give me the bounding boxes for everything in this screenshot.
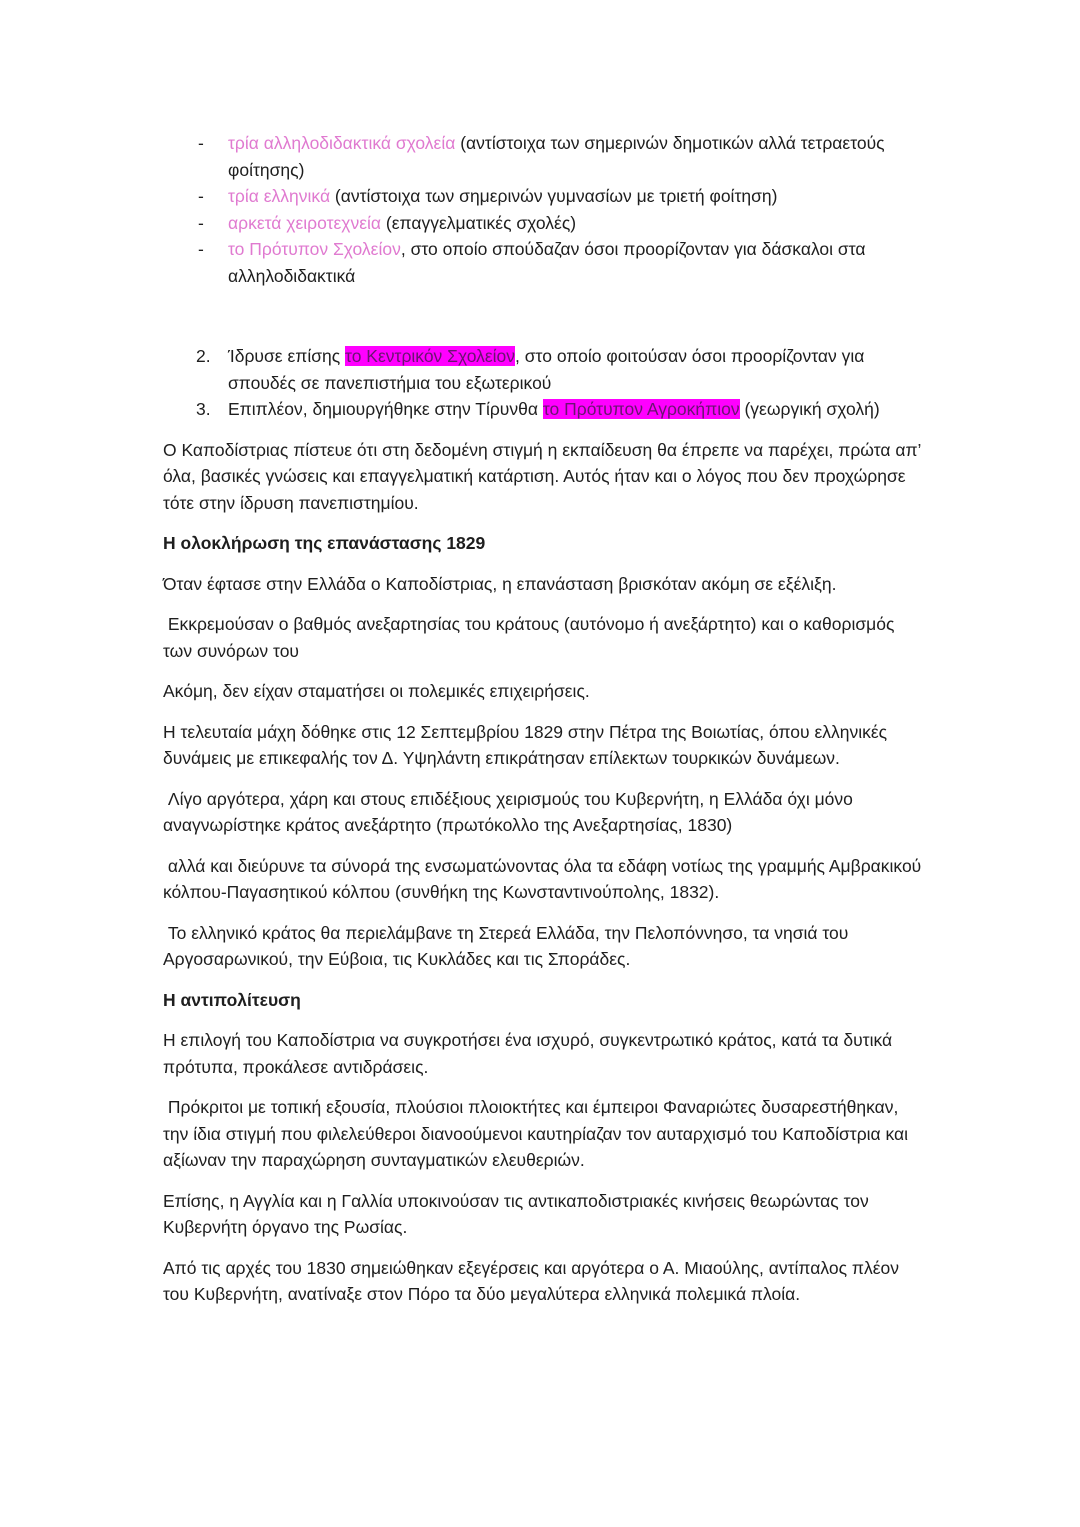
list-item — [163, 236, 923, 289]
pink-term: τρία αλληλοδιδακτικά σχολεία — [228, 133, 456, 153]
document-page — [163, 130, 927, 1308]
dash-bullet-icon: - — [198, 133, 204, 153]
numbered-list — [163, 343, 923, 423]
paragraph: Ο Καποδίστριας πίστευε ότι στη δεδομένη στιγμή η εκπαίδευση θα έπρεπε να παρέχει, πρώτα απ’ όλα, βασικές γνώσεις και επαγγελματική κατάρτιση. Αυτός ήταν και ο λόγος που δεν προχώρησε τότε στην ίδρυση πανεπιστημίου. — [163, 439, 921, 513]
dash-bullet-icon: - — [198, 239, 204, 259]
paragraph: Όταν έφτασε στην Ελλάδα ο Καποδίστριας, η επανάσταση βρισκόταν ακόμη σε εξέλιξη. — [163, 573, 837, 594]
item-text-after: (γεωργική σχολή) — [739, 399, 880, 419]
list-item-text: , στο οποίο σπούδαζαν όσοι προορίζονταν για δάσκαλοι στα αλληλοδιδακτικά — [228, 239, 866, 286]
list-item-text: (αντίστοιχα των σημερινών δημοτικών αλλά τετραετούς φοίτησης) — [228, 133, 885, 180]
dash-bullet-icon: - — [198, 212, 204, 233]
list-item — [163, 210, 923, 237]
pink-term: το Πρότυπον Σχολείον — [228, 239, 401, 259]
list-item — [163, 183, 923, 210]
list-item — [163, 130, 923, 183]
paragraph: Από τις αρχές του 1830 σημειώθηκαν εξεγέρσεις και αργότερα ο Α. Μιαούλης, αντίπαλος πλέον του Κυβερνήτη, ανατίναξε στον Πόρο τα δύο μεγαλύτερα ελληνικά πολεμικά πλοία. — [163, 1257, 899, 1304]
paragraph: Λίγο αργότερα, χάρη και στους επιδέξιους χειρισμούς του Κυβερνήτη, η Ελλάδα όχι μόνο αναγνωρίστηκε κράτος ανεξάρτητο (πρωτόκολλο της Ανεξαρτησίας, 1830) — [163, 788, 858, 835]
section-heading: Η αντιπολίτευση — [163, 989, 301, 1010]
paragraph: Επίσης, η Αγγλία και η Γαλλία υποκινούσαν τις αντικαποδιστριακές κινήσεις θεωρώντας τον Κυβερνήτη όργανο της Ρωσίας. — [163, 1190, 869, 1237]
paragraph: Η επιλογή του Καποδίστρια να συγκροτήσει ένα ισχυρό, συγκεντρωτικό κράτος, κατά τα δυτικά πρότυπα, προκάλεσε αντιδράσεις. — [163, 1030, 893, 1077]
section-heading: Η ολοκλήρωση της επανάστασης 1829 — [163, 533, 486, 553]
paragraph: Πρόκριτοι με τοπική εξουσία, πλούσιοι πλοιοκτήτες και έμπειροι Φαναριώτες δυσαρεστήθηκαν, την ίδια στιγμή που φιλελεύθεροι διανοούμενοι καυτηρίαζαν τον αυταρχισμό του Καποδίστρια και αξίωναν την παραχώρηση συνταγματικών ελευθεριών. — [163, 1097, 913, 1170]
list-number: 3. — [196, 399, 211, 419]
list-item-text: (επαγγελματικές σχολές) — [381, 212, 577, 233]
paragraph: Η τελευταία μάχη δόθηκε στις 12 Σεπτεμβρίου 1829 στην Πέτρα της Βοιωτίας, όπου ελληνικές δυνάμεις με επικεφαλής τον Δ. Υψηλάντη επικράτησαν επίλεκτων τουρκικών δυνάμεων. — [163, 721, 888, 768]
highlighted-term: το Πρότυπον Αγροκήπιον — [542, 399, 740, 419]
list-number: 2. — [196, 346, 211, 366]
school-types-list — [163, 130, 923, 289]
item-text-before: Ίδρυσε επίσης — [228, 346, 346, 366]
list-item-text: (αντίστοιχα των σημερινών γυμνασίων με τριετή φοίτηση) — [330, 186, 778, 206]
pink-term: τρία ελληνικά — [228, 186, 331, 206]
pink-term: αρκετά χειροτεχνεία — [228, 212, 382, 233]
highlighted-term: το Κεντρικόν Σχολείον — [345, 346, 516, 366]
item-text-after: , στο οποίο φοιτούσαν όσοι προορίζονταν για σπουδές σε πανεπιστήμια του εξωτερικού — [228, 346, 865, 393]
paragraph: Το ελληνικό κράτος θα περιελάμβανε τη Στερεά Ελλάδα, την Πελοπόννησο, τα νησιά του Αργοσαρωνικού, την Εύβοια, τις Κυκλάδες και τις Σποράδες. — [163, 922, 853, 969]
numbered-item — [163, 343, 923, 396]
item-text-before: Επιπλέον, δημιουργήθηκε στην Τίρυνθα — [228, 399, 543, 419]
paragraph: Εκκρεμούσαν ο βαθμός ανεξαρτησίας του κράτους (αυτόνομο ή ανεξάρτητο) και ο καθορισμός των συνόρων του — [163, 614, 900, 661]
numbered-item — [163, 396, 923, 423]
paragraph: αλλά και διεύρυνε τα σύνορά της ενσωματώνοντας όλα τα εδάφη νοτίως της γραμμής Αμβρακικού κόλπου-Παγασητικού κόλπου (συνθήκη της Κωνσταντινούπολης, 1832). — [163, 855, 927, 902]
dash-bullet-icon: - — [198, 186, 204, 206]
paragraph: Ακόμη, δεν είχαν σταματήσει οι πολεμικές επιχειρήσεις. — [163, 681, 590, 701]
